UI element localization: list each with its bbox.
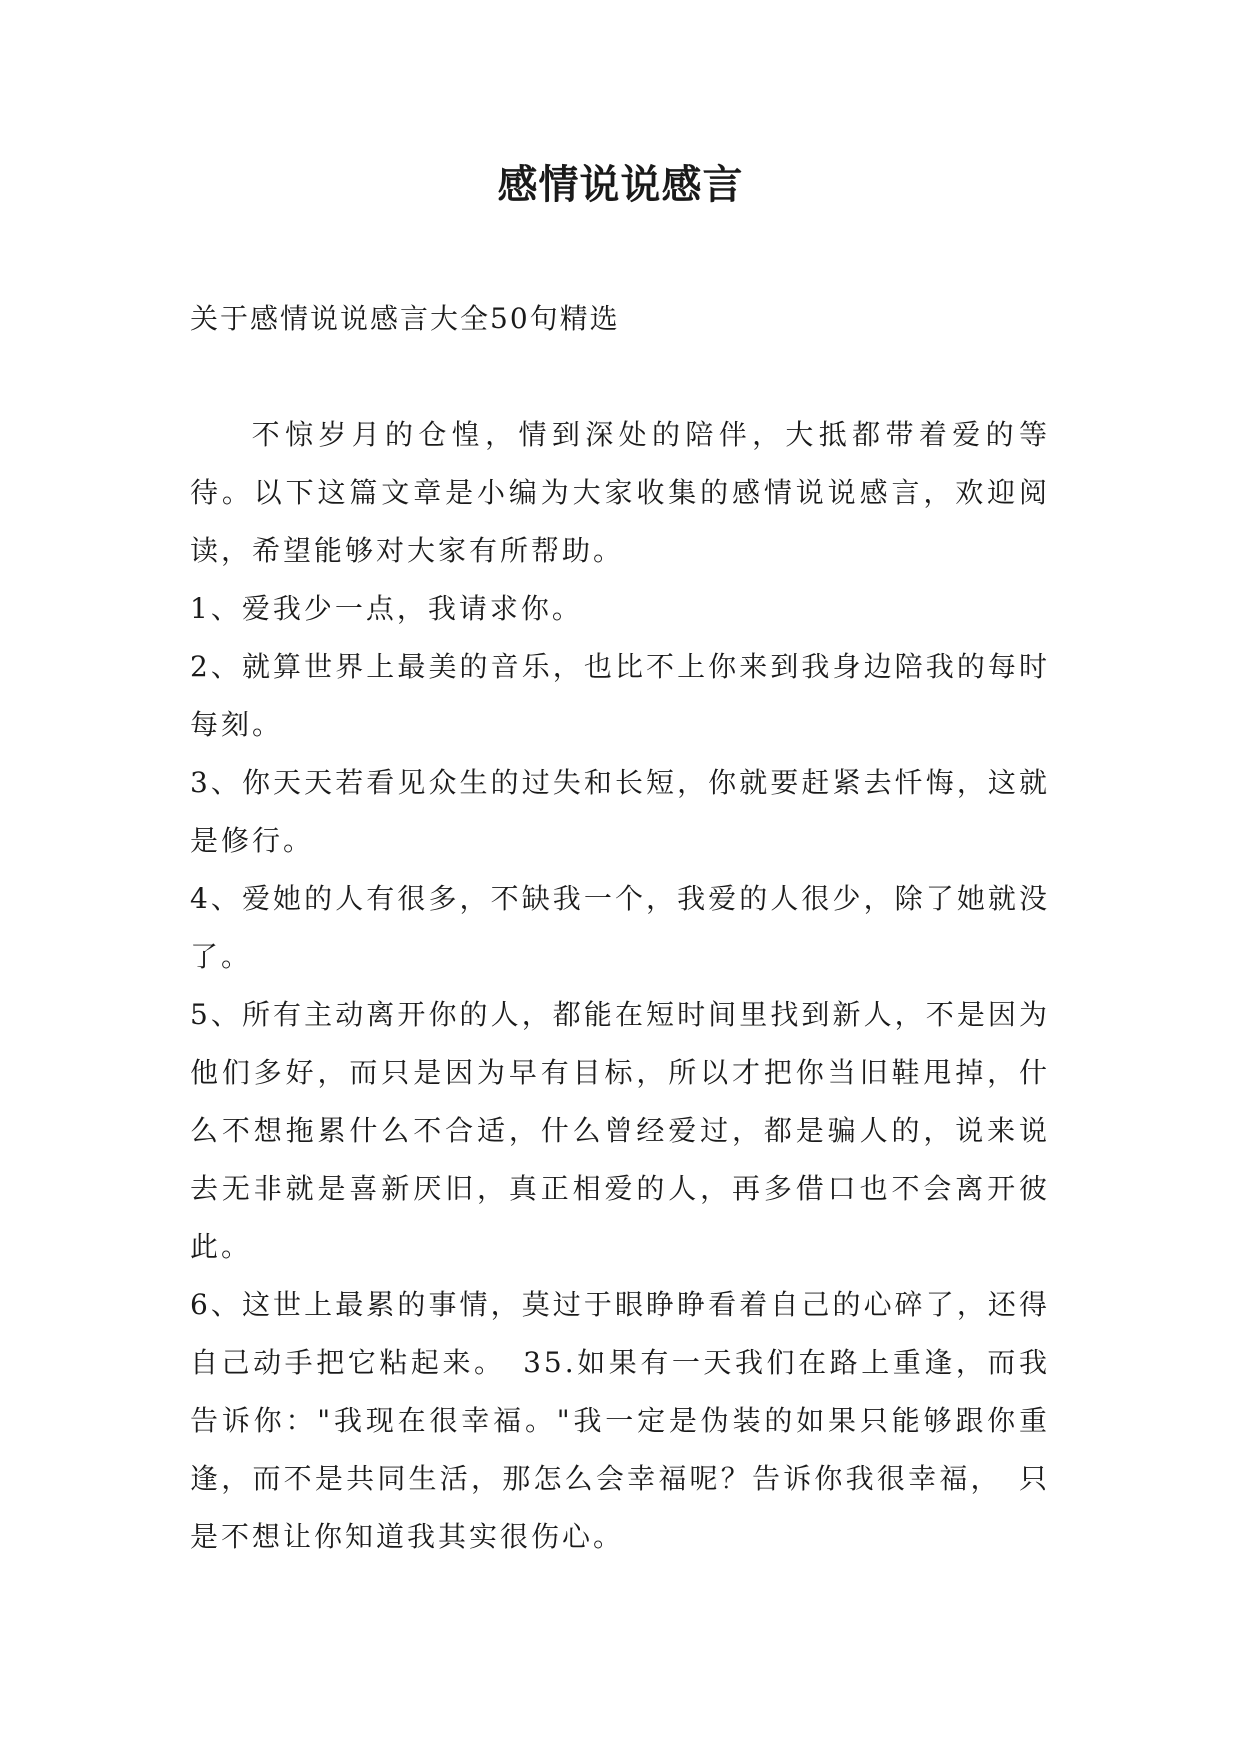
list-item-3: 3、你天天若看见众生的过失和长短，你就要赶紧去忏悔，这就是修行。 xyxy=(190,766,1050,857)
list-item-6: 6、这世上最累的事情，莫过于眼睁睁看着自己的心碎了，还得自己动手把它粘起来。 35.如果有一天我们在路上重逢，而我告诉你："我现在很幸福。"我一定是伪装的如果只能够跟你重逢，而不是共同生活，那怎么会幸福呢？告诉你我很幸福， 只是不想让你知道我其实很伤心。 xyxy=(190,1288,1050,1553)
list-item-5: 5、所有主动离开你的人，都能在短时间里找到新人，不是因为他们多好，而只是因为早有目标，所以才把你当旧鞋甩掉，什么不想拖累什么不合适，什么曾经爱过，都是骗人的，说来说去无非就是喜新厌旧，真正相爱的人，再多借口也不会离开彼此。 xyxy=(190,998,1050,1263)
document-title: 感情说说感言 xyxy=(497,161,744,208)
list-item-2: 2、就算世界上最美的音乐，也比不上你来到我身边陪我的每时每刻。 xyxy=(190,650,1050,741)
intro-paragraph: 不惊岁月的仓惶，情到深处的陪伴，大抵都带着爱的等待。以下这篇文章是小编为大家收集的感情说说感言，欢迎阅读，希望能够对大家有所帮助。 xyxy=(190,418,1050,567)
list-item-1: 1、爱我少一点，我请求你。 xyxy=(190,592,583,625)
document-subtitle: 关于感情说说感言大全50句精选 xyxy=(190,302,620,335)
document-body xyxy=(190,406,1050,1566)
list-item-4: 4、爱她的人有很多，不缺我一个，我爱的人很少，除了她就没了。 xyxy=(190,882,1050,973)
